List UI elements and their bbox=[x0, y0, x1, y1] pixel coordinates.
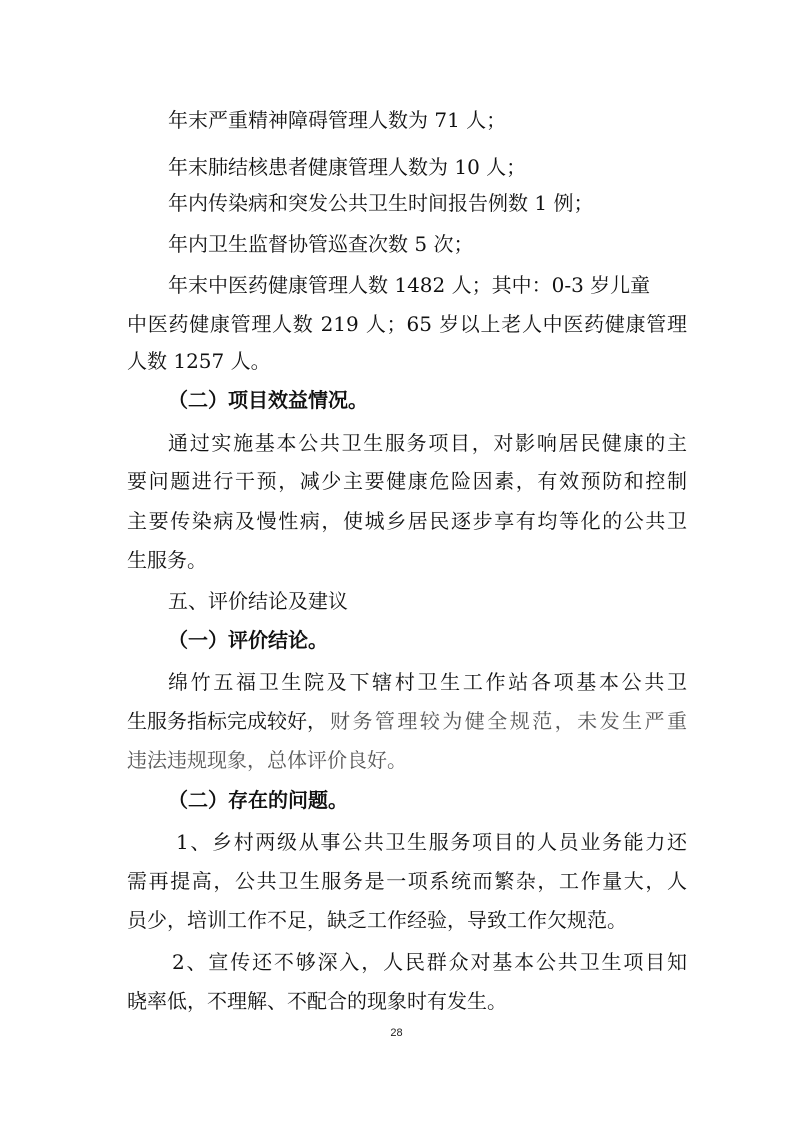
paragraph-tcm-line-3: 人数 1257 人。 bbox=[127, 349, 271, 373]
section-heading-problems: （二）存在的问题。 bbox=[168, 788, 348, 812]
paragraph-conclusion-line-3: 违法违规现象，总体评价良好。 bbox=[127, 748, 407, 772]
page-number: 28 bbox=[390, 1027, 403, 1039]
text-line-inspection: 年内卫生监督协管巡查次数 5 次； bbox=[168, 232, 474, 256]
paragraph-benefits-line-1: 通过实施基本公共卫生服务项目，对影响居民健康的主 bbox=[168, 431, 687, 455]
text-line-infectious-report: 年内传染病和突发公共卫生时间报告例数 1 例； bbox=[168, 191, 594, 215]
paragraph-problem-1-line-1: 1、乡村两级从事公共卫生服务项目的人员业务能力还 bbox=[176, 830, 687, 854]
section-heading-conclusion: （一）评价结论。 bbox=[168, 628, 328, 652]
paragraph-benefits-line-4: 生服务。 bbox=[127, 548, 207, 572]
text-line-tuberculosis: 年末肺结核患者健康管理人数为 10 人； bbox=[168, 155, 527, 179]
chapter-heading-conclusion: 五、评价结论及建议 bbox=[168, 589, 348, 613]
paragraph-conclusion-line-2b: 财务管理较为健全规范，未发生严重 bbox=[330, 709, 687, 733]
paragraph-conclusion-line-1: 绵竹五福卫生院及下辖村卫生工作站各项基本公共卫 bbox=[168, 670, 687, 694]
paragraph-problem-1-line-3: 员少，培训工作不足，缺乏工作经验，导致工作欠规范。 bbox=[127, 908, 627, 932]
paragraph-benefits-line-2: 要问题进行干预，减少主要健康危险因素，有效预防和控制 bbox=[127, 469, 687, 493]
paragraph-tcm-line-1: 年末中医药健康管理人数 1482 人；其中：0-3 岁儿童 bbox=[168, 273, 651, 297]
section-heading-benefits: （二）项目效益情况。 bbox=[168, 388, 368, 412]
paragraph-conclusion-line-2a: 生服务指标完成较好， bbox=[127, 709, 327, 733]
paragraph-problem-2-line-1: 2、宣传还不够深入，人民群众对基本公共卫生项目知 bbox=[172, 950, 687, 974]
paragraph-benefits-line-3: 主要传染病及慢性病，使城乡居民逐步享有均等化的公共卫 bbox=[127, 509, 687, 533]
paragraph-tcm-line-2: 中医药健康管理人数 219 人；65 岁以上老人中医药健康管理 bbox=[127, 312, 687, 336]
text-line-mental-disorder: 年末严重精神障碍管理人数为 71 人； bbox=[168, 108, 507, 132]
paragraph-problem-1-line-2: 需再提高，公共卫生服务是一项系统而繁杂，工作量大，人 bbox=[127, 869, 687, 893]
paragraph-problem-2-line-2: 晓率低，不理解、不配合的现象时有发生。 bbox=[127, 989, 507, 1013]
